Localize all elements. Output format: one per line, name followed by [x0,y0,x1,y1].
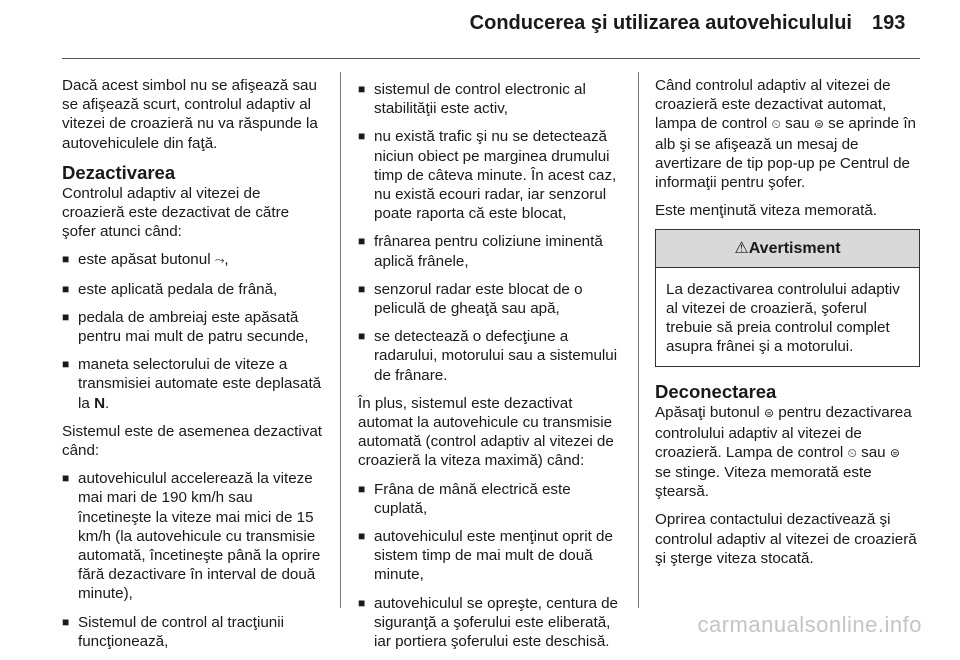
warning-box [655,229,920,367]
intro-paragraph: Dacă acest simbol nu se afişează sau se afişează scurt, controlul adaptiv al vitezei de croazieră nu va răspunde la autovehiculele din faţă. [62,77,318,152]
warning-icon: ⚠ [734,238,749,258]
column-divider-2 [638,72,639,608]
list-item: ■ este aplicată pedala de frână, [62,280,327,299]
section-heading-disconnect: Deconectarea [655,381,777,403]
list-item: ■ senzorul radar este blocat de o peliculă de gheaţă sau apă, [358,280,622,318]
list-item: ■ pedala de ambreiaj este apăsată pentru mai mult de patru secunde, [62,308,327,346]
list-item: ■ autovehiculul se opreşte, centura de siguranţă a şoferului este eliberată, iar portiera şoferului este deschisă. [358,594,622,652]
adaptive-cruise-button-icon: ⊜ [763,406,775,421]
column-1 [62,76,327,660]
control-lamp-paragraph: Când controlul adaptiv al vitezei de croazieră este dezactivat automat, lampa de control ⏲ sau ⊜ se aprinde în alb şi se afişează un mesaj de avertizare de tip pop-up pe Centrul de informaţii pentru şofer. [655,77,916,192]
section-heading-deactivation: Dezactivarea [62,161,176,183]
adaptive-cruise-lamp-icon: ⊜ [813,117,824,132]
ignition-off-paragraph: Oprirea contactului dezactivează şi controlul adaptiv al vitezei de croazieră şi şterge viteza stocată. [655,511,917,567]
adaptive-cruise-lamp-icon: ⊜ [889,445,900,460]
cruise-control-lamp-icon: ⏲ [771,117,781,132]
page-number: 193 [872,12,906,34]
cruise-control-lamp-icon: ⏲ [847,445,857,460]
list-item: ■ Frâna de mână electrică este cuplată, [358,480,622,518]
warning-title: Avertisment [748,240,841,258]
page-header-title: Conducerea şi utilizarea autovehiculului [469,12,852,34]
deactivation-list [62,250,327,412]
list-item: ■ nu există trafic şi nu se detectează niciun obiect pe marginea drumului timp de câteva minute. În acest caz, nu există ecouri radar, iar senzorul poate raporta că este blocat, [358,127,622,223]
memorized-speed-paragraph: Este menţinută viteza memorată. [655,202,878,220]
auto-deactivation-paragraph: În plus, sistemul este dezactivat automat la autovehicule cu transmisie automată (control adaptiv al vitezei de croazieră la viteza maximă) când: [358,394,614,470]
watermark: carmanualsonline.info [697,612,922,637]
list-item: ■ autovehiculul este menţinut oprit de sistem timp de mai mult de două minute, [358,527,622,585]
warning-body: La dezactivarea controlului adaptiv al vitezei de croazieră, şoferul trebuie să preia controlul complet asupra frânei şi a motorului. [666,280,900,356]
warning-header [656,230,919,267]
list-item: ■ sistemul de control electronic al stabilităţii este activ, [358,80,622,118]
list-item: ■ Sistemul de control al tracţiunii funcţionează, [62,613,327,651]
deactivation-list-2 [62,469,327,651]
disconnect-paragraph: Apăsaţi butonul ⊜ pentru dezactivarea controlului adaptiv al vitezei de croazieră. Lampa de control ⏲ sau ⊜ se stinge. Viteza memorată este ştearsă. [655,404,912,501]
column-3 [655,76,920,577]
deactivation-lead-2: Sistemul este de asemenea dezactivat când: [62,422,323,460]
list-item: ■ maneta selectorului de viteze a transmisiei automate este deplasată la N. [62,355,327,413]
list-item: ■ este apăsat butonul ⤳, [62,250,327,270]
deactivation-lead: Controlul adaptiv al vitezei de croazieră este dezactivat de către şofer atunci când: [62,184,290,241]
cancel-button-icon: ⤳ [214,253,225,268]
column-divider-1 [340,72,341,608]
column-2 [358,76,622,660]
list-item: ■ frânarea pentru coliziune iminentă aplică frânele, [358,232,622,270]
list-item: ■ autovehiculul accelerează la viteze mai mari de 190 km/h sau încetineşte la viteze mai mici de 15 km/h (la autovehicule cu transmisie automată, încetineşte până la oprire fără dezactivare în interval de două minute), [62,469,327,603]
deactivation-list-cont [358,80,622,385]
header-rule [62,58,920,59]
list-item: ■ se detectează o defecţiune a radarului, motorului sau a sistemului de frânare. [358,327,622,385]
auto-deactivation-list [358,480,622,652]
